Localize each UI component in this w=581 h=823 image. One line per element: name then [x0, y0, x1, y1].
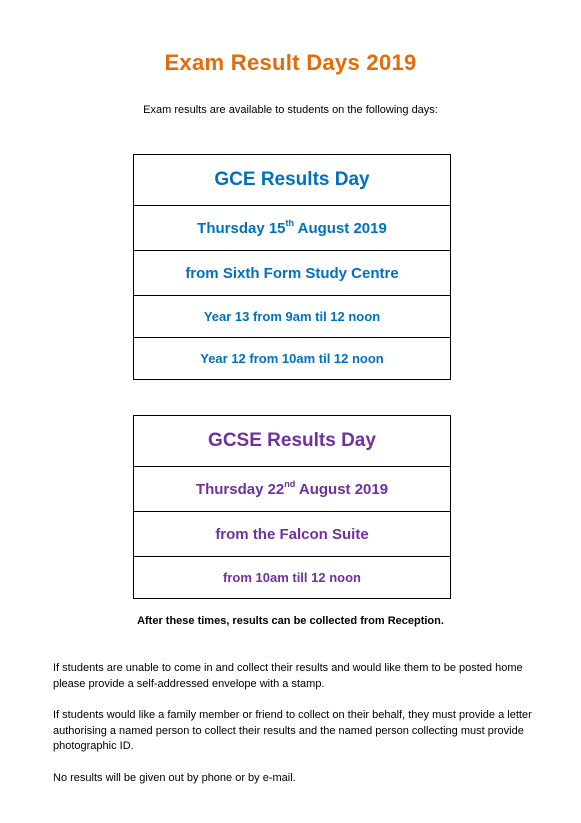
gcse-heading: GCSE Results Day	[134, 416, 451, 467]
gce-heading: GCE Results Day	[134, 155, 451, 206]
gcse-date: Thursday 22nd August 2019	[134, 467, 451, 512]
intro-text: Exam results are available to students on the following days:	[143, 104, 438, 116]
gce-year12-time: Year 12 from 10am til 12 noon	[134, 338, 451, 380]
phone-paragraph: No results will be given out by phone or by e-mail.	[53, 772, 296, 784]
gcse-results-table	[133, 415, 451, 599]
posting-paragraph: If students are unable to come in and collect their results and would like them to be posted home please provide a self-addressed envelope with a stamp.	[53, 662, 523, 690]
gce-date: Thursday 15th August 2019	[134, 206, 451, 251]
gce-year13-time: Year 13 from 9am til 12 noon	[134, 296, 451, 338]
collection-paragraph: If students would like a family member or friend to collect on their behalf, they must provide a letter authorising a named person to collect their results and the named person collecting must provide photographic ID.	[53, 709, 532, 752]
gce-results-table	[133, 154, 451, 380]
gcse-time: from 10am till 12 noon	[134, 557, 451, 599]
gcse-location: from the Falcon Suite	[134, 512, 451, 557]
page-title: Exam Result Days 2019	[164, 50, 417, 75]
gce-location: from Sixth Form Study Centre	[134, 251, 451, 296]
after-times-note: After these times, results can be collected from Reception.	[137, 615, 444, 627]
